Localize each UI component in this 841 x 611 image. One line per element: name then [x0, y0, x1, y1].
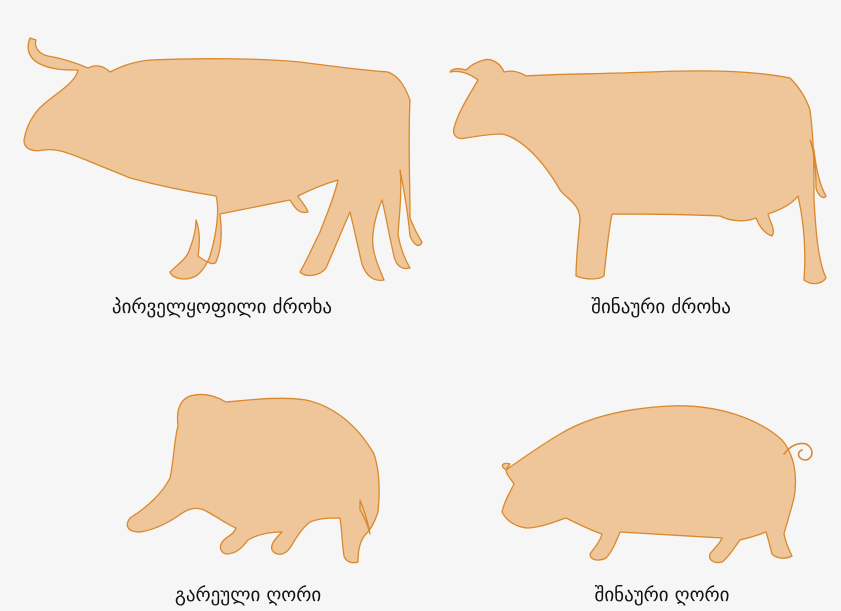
domestic-pig-label: შინაური ღორი — [594, 584, 730, 606]
wild-boar-label: გარეული ღორი — [174, 584, 322, 606]
wild-boar-figure — [0, 330, 420, 590]
cow-silhouette-icon — [430, 0, 841, 330]
pig-silhouette-icon — [430, 330, 841, 590]
domestic-cattle-label: შინაური ძროხა — [591, 296, 731, 318]
domestic-pig-figure — [430, 330, 841, 590]
domestic-cattle-figure — [430, 0, 841, 330]
aurochs-silhouette-icon — [0, 0, 430, 330]
aurochs-label: პირველყოფილი ძროხა — [111, 296, 333, 318]
aurochs-figure — [0, 0, 430, 330]
boar-silhouette-icon — [0, 330, 420, 590]
